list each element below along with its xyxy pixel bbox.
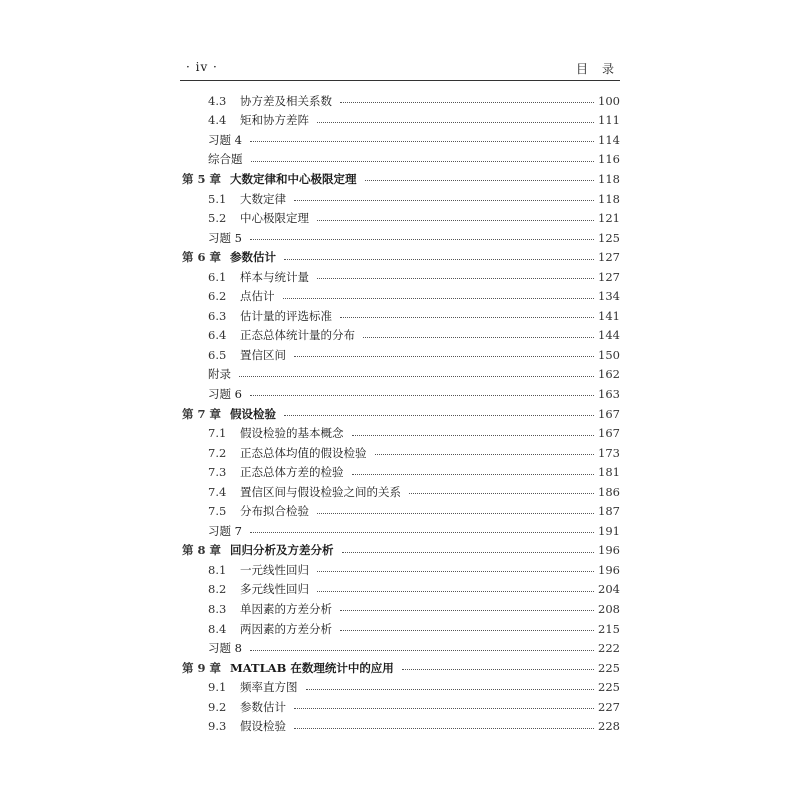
toc-entry-page: 162 bbox=[598, 367, 620, 382]
toc-section-entry[interactable] bbox=[180, 384, 620, 404]
toc-section-entry[interactable] bbox=[180, 697, 620, 717]
toc-leader-dots bbox=[239, 376, 594, 377]
toc-leader-dots bbox=[340, 630, 594, 631]
toc-leader-dots bbox=[352, 435, 595, 436]
toc-section-entry[interactable] bbox=[180, 150, 620, 170]
toc-section-entry[interactable] bbox=[180, 423, 620, 443]
toc-leader-dots bbox=[284, 259, 594, 260]
toc-entry-page: 228 bbox=[598, 719, 620, 734]
toc-leader-dots bbox=[317, 220, 594, 221]
toc-leader-dots bbox=[317, 278, 594, 279]
toc-entry-number: 7.1 bbox=[208, 426, 227, 441]
toc-leader-dots bbox=[250, 532, 594, 533]
toc-entry-page: 173 bbox=[598, 445, 620, 460]
toc-leader-dots bbox=[317, 571, 594, 572]
toc-entry-number: 第 7 章 bbox=[182, 406, 222, 421]
toc-entry-title: 正态总体方差的检验 bbox=[240, 465, 344, 480]
toc-entry-number: 6.4 bbox=[208, 328, 227, 343]
toc-entry-number: 6.1 bbox=[208, 269, 227, 284]
toc-entry-number: 7.4 bbox=[208, 484, 227, 499]
toc-entry-page: 121 bbox=[598, 211, 620, 226]
page-number-label: · iv · bbox=[186, 60, 218, 74]
toc-entry-page: 163 bbox=[598, 386, 620, 401]
toc-leader-dots bbox=[340, 102, 594, 103]
toc-section-entry[interactable] bbox=[180, 717, 620, 737]
toc-entry-page: 114 bbox=[598, 132, 620, 147]
toc-section-entry[interactable] bbox=[180, 599, 620, 619]
toc-entry-title: 估计量的评选标准 bbox=[240, 308, 332, 323]
toc-entry-page: 118 bbox=[598, 191, 620, 206]
toc-entry-number: 7.3 bbox=[208, 465, 227, 480]
toc-entry-title: 一元线性回归 bbox=[240, 562, 309, 577]
toc-entry-title: 附录 bbox=[208, 367, 231, 382]
toc-entry-title: 两因素的方差分析 bbox=[240, 621, 332, 636]
toc-entry-number: 6.3 bbox=[208, 308, 227, 323]
toc-leader-dots bbox=[317, 513, 594, 514]
toc-entry-title: 置信区间与假设检验之间的关系 bbox=[240, 484, 401, 499]
toc-chapter-entry[interactable] bbox=[180, 247, 620, 267]
toc-entry-number: 第 9 章 bbox=[182, 660, 222, 675]
toc-section-entry[interactable] bbox=[180, 501, 620, 521]
toc-entry-page: 196 bbox=[598, 543, 620, 558]
toc-entry-title: 单因素的方差分析 bbox=[240, 601, 332, 616]
toc-chapter-entry[interactable] bbox=[180, 541, 620, 561]
section-title: 目录 bbox=[575, 62, 628, 76]
toc-leader-dots bbox=[317, 591, 594, 592]
toc-entry-title: 置信区间 bbox=[240, 347, 286, 362]
toc-entry-title: MATLAB 在数理统计中的应用 bbox=[230, 660, 394, 675]
toc-entry-page: 208 bbox=[598, 601, 620, 616]
toc-leader-dots bbox=[284, 415, 594, 416]
toc-entry-page: 134 bbox=[598, 289, 620, 304]
toc-entry-title: 多元线性回归 bbox=[240, 582, 309, 597]
toc-entry-number: 第 8 章 bbox=[182, 543, 222, 558]
toc-entry-page: 187 bbox=[598, 504, 620, 519]
toc-entry-number: 5.2 bbox=[208, 211, 227, 226]
toc-entry-title: 大数定律和中心极限定理 bbox=[230, 171, 357, 186]
toc-section-entry[interactable] bbox=[180, 208, 620, 228]
toc-section-entry[interactable] bbox=[180, 521, 620, 541]
toc-entry-title: 样本与统计量 bbox=[240, 269, 309, 284]
toc-entry-page: 141 bbox=[598, 308, 620, 323]
toc-entry-number: 5.1 bbox=[208, 191, 227, 206]
toc-leader-dots bbox=[250, 239, 594, 240]
toc-section-entry[interactable] bbox=[180, 130, 620, 150]
toc-page bbox=[180, 58, 628, 736]
toc-entry-page: 191 bbox=[598, 523, 620, 538]
toc-leader-dots bbox=[409, 493, 594, 494]
toc-entry-number: 8.2 bbox=[208, 582, 227, 597]
toc-entry-page: 167 bbox=[598, 426, 620, 441]
toc-leader-dots bbox=[294, 728, 594, 729]
toc-leader-dots bbox=[283, 298, 595, 299]
toc-entry-title: 正态总体均值的假设检验 bbox=[240, 445, 367, 460]
toc-chapter-entry[interactable] bbox=[180, 658, 620, 678]
toc-section-entry[interactable] bbox=[180, 189, 620, 209]
toc-entry-number: 4.4 bbox=[208, 113, 227, 128]
toc-section-entry[interactable] bbox=[180, 286, 620, 306]
toc-entry-title: 假设检验的基本概念 bbox=[240, 426, 344, 441]
toc-entry-page: 116 bbox=[598, 152, 620, 167]
toc-leader-dots bbox=[294, 708, 594, 709]
toc-entry-page: 215 bbox=[598, 621, 620, 636]
toc-entry-page: 127 bbox=[598, 269, 620, 284]
toc-entry-page: 186 bbox=[598, 484, 620, 499]
toc-entry-number: 9.1 bbox=[208, 680, 227, 695]
toc-entry-number: 6.5 bbox=[208, 347, 227, 362]
toc-entry-title: 正态总体统计量的分布 bbox=[240, 328, 355, 343]
toc-entry-page: 204 bbox=[598, 582, 620, 597]
toc-section-entry[interactable] bbox=[180, 111, 620, 131]
toc-section-entry[interactable] bbox=[180, 326, 620, 346]
toc-entry-page: 118 bbox=[598, 171, 620, 186]
toc-entry-number: 第 5 章 bbox=[182, 171, 222, 186]
toc-chapter-entry[interactable] bbox=[180, 169, 620, 189]
toc-entry-page: 225 bbox=[598, 660, 620, 675]
toc-section-entry[interactable] bbox=[180, 677, 620, 697]
toc-section-entry[interactable] bbox=[180, 462, 620, 482]
toc-entry-title: 中心极限定理 bbox=[240, 211, 309, 226]
toc-entry-page: 227 bbox=[598, 699, 620, 714]
toc-entry-page: 150 bbox=[598, 347, 620, 362]
toc-entry-page: 181 bbox=[598, 465, 620, 480]
toc-entry-title: 习题 8 bbox=[208, 641, 242, 656]
toc-entry-title: 综合题 bbox=[208, 152, 243, 167]
toc-entry-title: 回归分析及方差分析 bbox=[230, 543, 334, 558]
toc-leader-dots bbox=[402, 669, 594, 670]
toc-entry-number: 8.1 bbox=[208, 562, 227, 577]
toc-leader-dots bbox=[365, 180, 595, 181]
toc-entry-number: 4.3 bbox=[208, 93, 227, 108]
toc-section-entry[interactable] bbox=[180, 638, 620, 658]
toc-entry-title: 假设检验 bbox=[240, 719, 286, 734]
toc-leader-dots bbox=[250, 141, 594, 142]
toc-entry-number: 6.2 bbox=[208, 289, 227, 304]
toc-entry-title: 参数估计 bbox=[230, 250, 276, 265]
toc-entry-title: 频率直方图 bbox=[240, 680, 298, 695]
toc-section-entry[interactable] bbox=[180, 560, 620, 580]
toc-section-entry[interactable] bbox=[180, 365, 620, 385]
toc-entry-page: 125 bbox=[598, 230, 620, 245]
toc-entry-number: 7.5 bbox=[208, 504, 227, 519]
toc-entry-page: 167 bbox=[598, 406, 620, 421]
toc-chapter-entry[interactable] bbox=[180, 404, 620, 424]
toc-entry-title: 点估计 bbox=[240, 289, 275, 304]
toc-entry-page: 222 bbox=[598, 641, 620, 656]
toc-section-entry[interactable] bbox=[180, 91, 620, 111]
toc-entry-page: 196 bbox=[598, 562, 620, 577]
toc-entry-page: 111 bbox=[598, 113, 620, 128]
toc-entry-title: 习题 4 bbox=[208, 132, 242, 147]
toc-entry-number: 9.2 bbox=[208, 699, 227, 714]
toc-entry-page: 100 bbox=[598, 93, 620, 108]
toc-leader-dots bbox=[294, 200, 594, 201]
toc-leader-dots bbox=[306, 689, 595, 690]
toc-entry-number: 8.4 bbox=[208, 621, 227, 636]
toc-entry-title: 习题 6 bbox=[208, 386, 242, 401]
toc-leader-dots bbox=[363, 337, 594, 338]
toc-leader-dots bbox=[340, 610, 594, 611]
table-of-contents bbox=[180, 91, 620, 736]
toc-leader-dots bbox=[250, 650, 594, 651]
toc-entry-title: 假设检验 bbox=[230, 406, 276, 421]
toc-section-entry[interactable] bbox=[180, 443, 620, 463]
toc-entry-title: 习题 7 bbox=[208, 523, 242, 538]
toc-leader-dots bbox=[340, 317, 594, 318]
page-header bbox=[180, 58, 628, 81]
toc-leader-dots bbox=[250, 395, 594, 396]
toc-leader-dots bbox=[342, 552, 595, 553]
toc-leader-dots bbox=[294, 356, 594, 357]
toc-section-entry[interactable] bbox=[180, 306, 620, 326]
toc-entry-title: 参数估计 bbox=[240, 699, 286, 714]
toc-entry-number: 9.3 bbox=[208, 719, 227, 734]
toc-leader-dots bbox=[352, 474, 595, 475]
toc-entry-page: 127 bbox=[598, 250, 620, 265]
toc-section-entry[interactable] bbox=[180, 580, 620, 600]
toc-entry-page: 225 bbox=[598, 680, 620, 695]
toc-entry-number: 8.3 bbox=[208, 601, 227, 616]
toc-entry-title: 矩和协方差阵 bbox=[240, 113, 309, 128]
toc-leader-dots bbox=[375, 454, 595, 455]
toc-section-entry[interactable] bbox=[180, 267, 620, 287]
toc-entry-number: 第 6 章 bbox=[182, 250, 222, 265]
toc-entry-title: 分布拟合检验 bbox=[240, 504, 309, 519]
toc-section-entry[interactable] bbox=[180, 345, 620, 365]
toc-section-entry[interactable] bbox=[180, 619, 620, 639]
toc-section-entry[interactable] bbox=[180, 482, 620, 502]
toc-entry-number: 7.2 bbox=[208, 445, 227, 460]
toc-entry-title: 协方差及相关系数 bbox=[240, 93, 332, 108]
toc-entry-page: 144 bbox=[598, 328, 620, 343]
toc-leader-dots bbox=[317, 122, 594, 123]
toc-leader-dots bbox=[251, 161, 595, 162]
toc-section-entry[interactable] bbox=[180, 228, 620, 248]
toc-entry-title: 大数定律 bbox=[240, 191, 286, 206]
toc-entry-title: 习题 5 bbox=[208, 230, 242, 245]
